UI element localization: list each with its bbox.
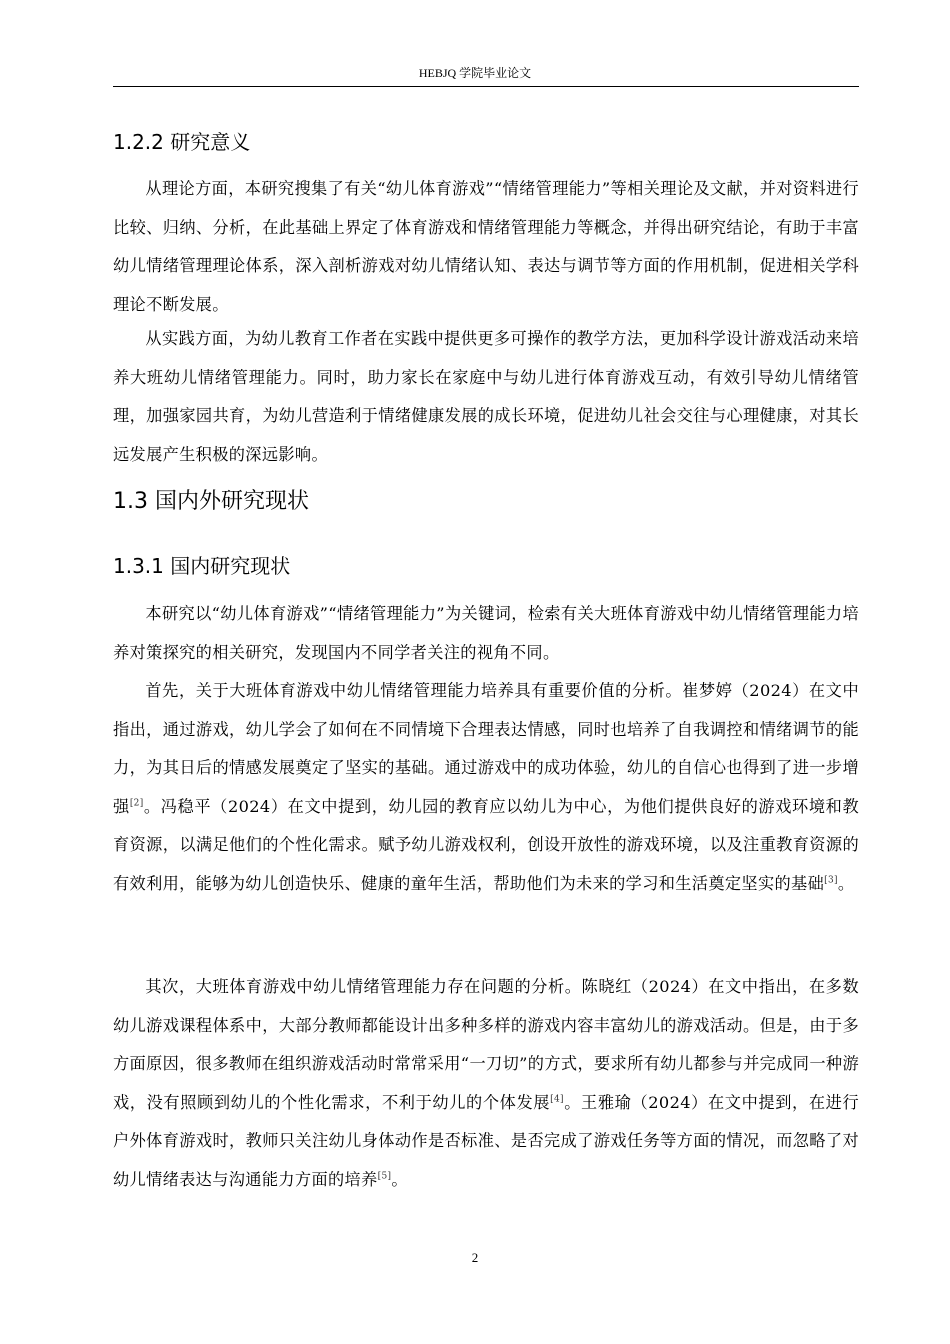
citation-ref: [3] (824, 875, 838, 886)
paragraph-text: 其次，大班体育游戏中幼儿情绪管理能力存在问题的分析。陈晓红（2024）在文中指出，在多数幼儿游戏课程体系中，大部分教师都能设计出多种多样的游戏内容丰富幼儿的游戏活动。但是，由于多方面原因，很多教师在组织游戏活动时常常采用“一刀切”的方式，要求所有幼儿都参与并完成同一种游戏，没有照顾到幼儿的个性化需求，不利于幼儿的个体发展 (113, 977, 859, 1112)
paragraph-text: 。 (837, 873, 855, 893)
citation-ref: [2] (129, 798, 144, 809)
paragraph-domestic-value-analysis (113, 672, 859, 904)
paragraph-text: 。王雅瑜（2024）在文中提到，在进行户外体育游戏时，教师只关注幼儿身体动作是否标准、是否完成了游戏任务等方面的情况，而忽略了对幼儿情绪表达与沟通能力方面的培养 (113, 1092, 859, 1189)
paragraph-domestic-overview: 本研究以“幼儿体育游戏”“情绪管理能力”为关键词，检索有关大班体育游戏中幼儿情绪管理能力培养对策探究的相关研究，发现国内不同学者关注的视角不同。 (113, 604, 859, 662)
paragraph-text: 。 (391, 1169, 408, 1189)
section-heading-1-2-2: 1.2.2 研究意义 (113, 130, 251, 154)
header-divider (113, 86, 859, 87)
paragraph-practical-significance: 从实践方面，为幼儿教育工作者在实践中提供更多可操作的教学方法，更加科学设计游戏活动来培养大班幼儿情绪管理能力。同时，助力家长在家庭中与幼儿进行体育游戏互动，有效引导幼儿情绪管理，加强家园共育，为幼儿营造利于情绪健康发展的成长环境，促进幼儿社会交往与心理健康，对其长远发展产生积极的深远影响。 (113, 329, 859, 464)
paragraph-text: 。冯稳平（2024）在文中提到，幼儿园的教育应以幼儿为中心，为他们提供良好的游戏环境和教育资源，以满足他们的个性化需求。赋予幼儿游戏权利，创设开放性的游戏环境，以及注重教育资源的有效利用，能够为幼儿创造快乐、健康的童年生活，帮助他们为未来的学习和生活奠定坚实的基础 (113, 796, 859, 893)
paragraph-text: 首先，关于大班体育游戏中幼儿情绪管理能力培养具有重要价值的分析。崔梦婷（2024）在文中指出，通过游戏，幼儿学会了如何在不同情境下合理表达情感，同时也培养了自我调控和情绪调节的能力，为其日后的情感发展奠定了坚实的基础。通过游戏中的成功体验，幼儿的自信心也得到了进一步增强 (113, 681, 859, 816)
citation-ref: [5] (377, 1171, 392, 1182)
section-heading-1-3: 1.3 国内外研究现状 (113, 489, 309, 514)
paragraph-domestic-problem-analysis (113, 968, 859, 1200)
running-header: HEBJQ 学院毕业论文 (418, 66, 532, 80)
citation-ref: [4] (550, 1094, 564, 1105)
paragraph-theoretical-significance: 从理论方面，本研究搜集了有关“幼儿体育游戏”“情绪管理能力”等相关理论及文献，并对资料进行比较、归纳、分析，在此基础上界定了体育游戏和情绪管理能力等概念，并得出研究结论，有助于丰富幼儿情绪管理理论体系，深入剖析游戏对幼儿情绪认知、表达与调节等方面的作用机制，促进相关学科理论不断发展。 (113, 179, 859, 314)
section-heading-1-3-1: 1.3.1 国内研究现状 (113, 554, 291, 578)
page-number: 2 (471, 1250, 479, 1265)
